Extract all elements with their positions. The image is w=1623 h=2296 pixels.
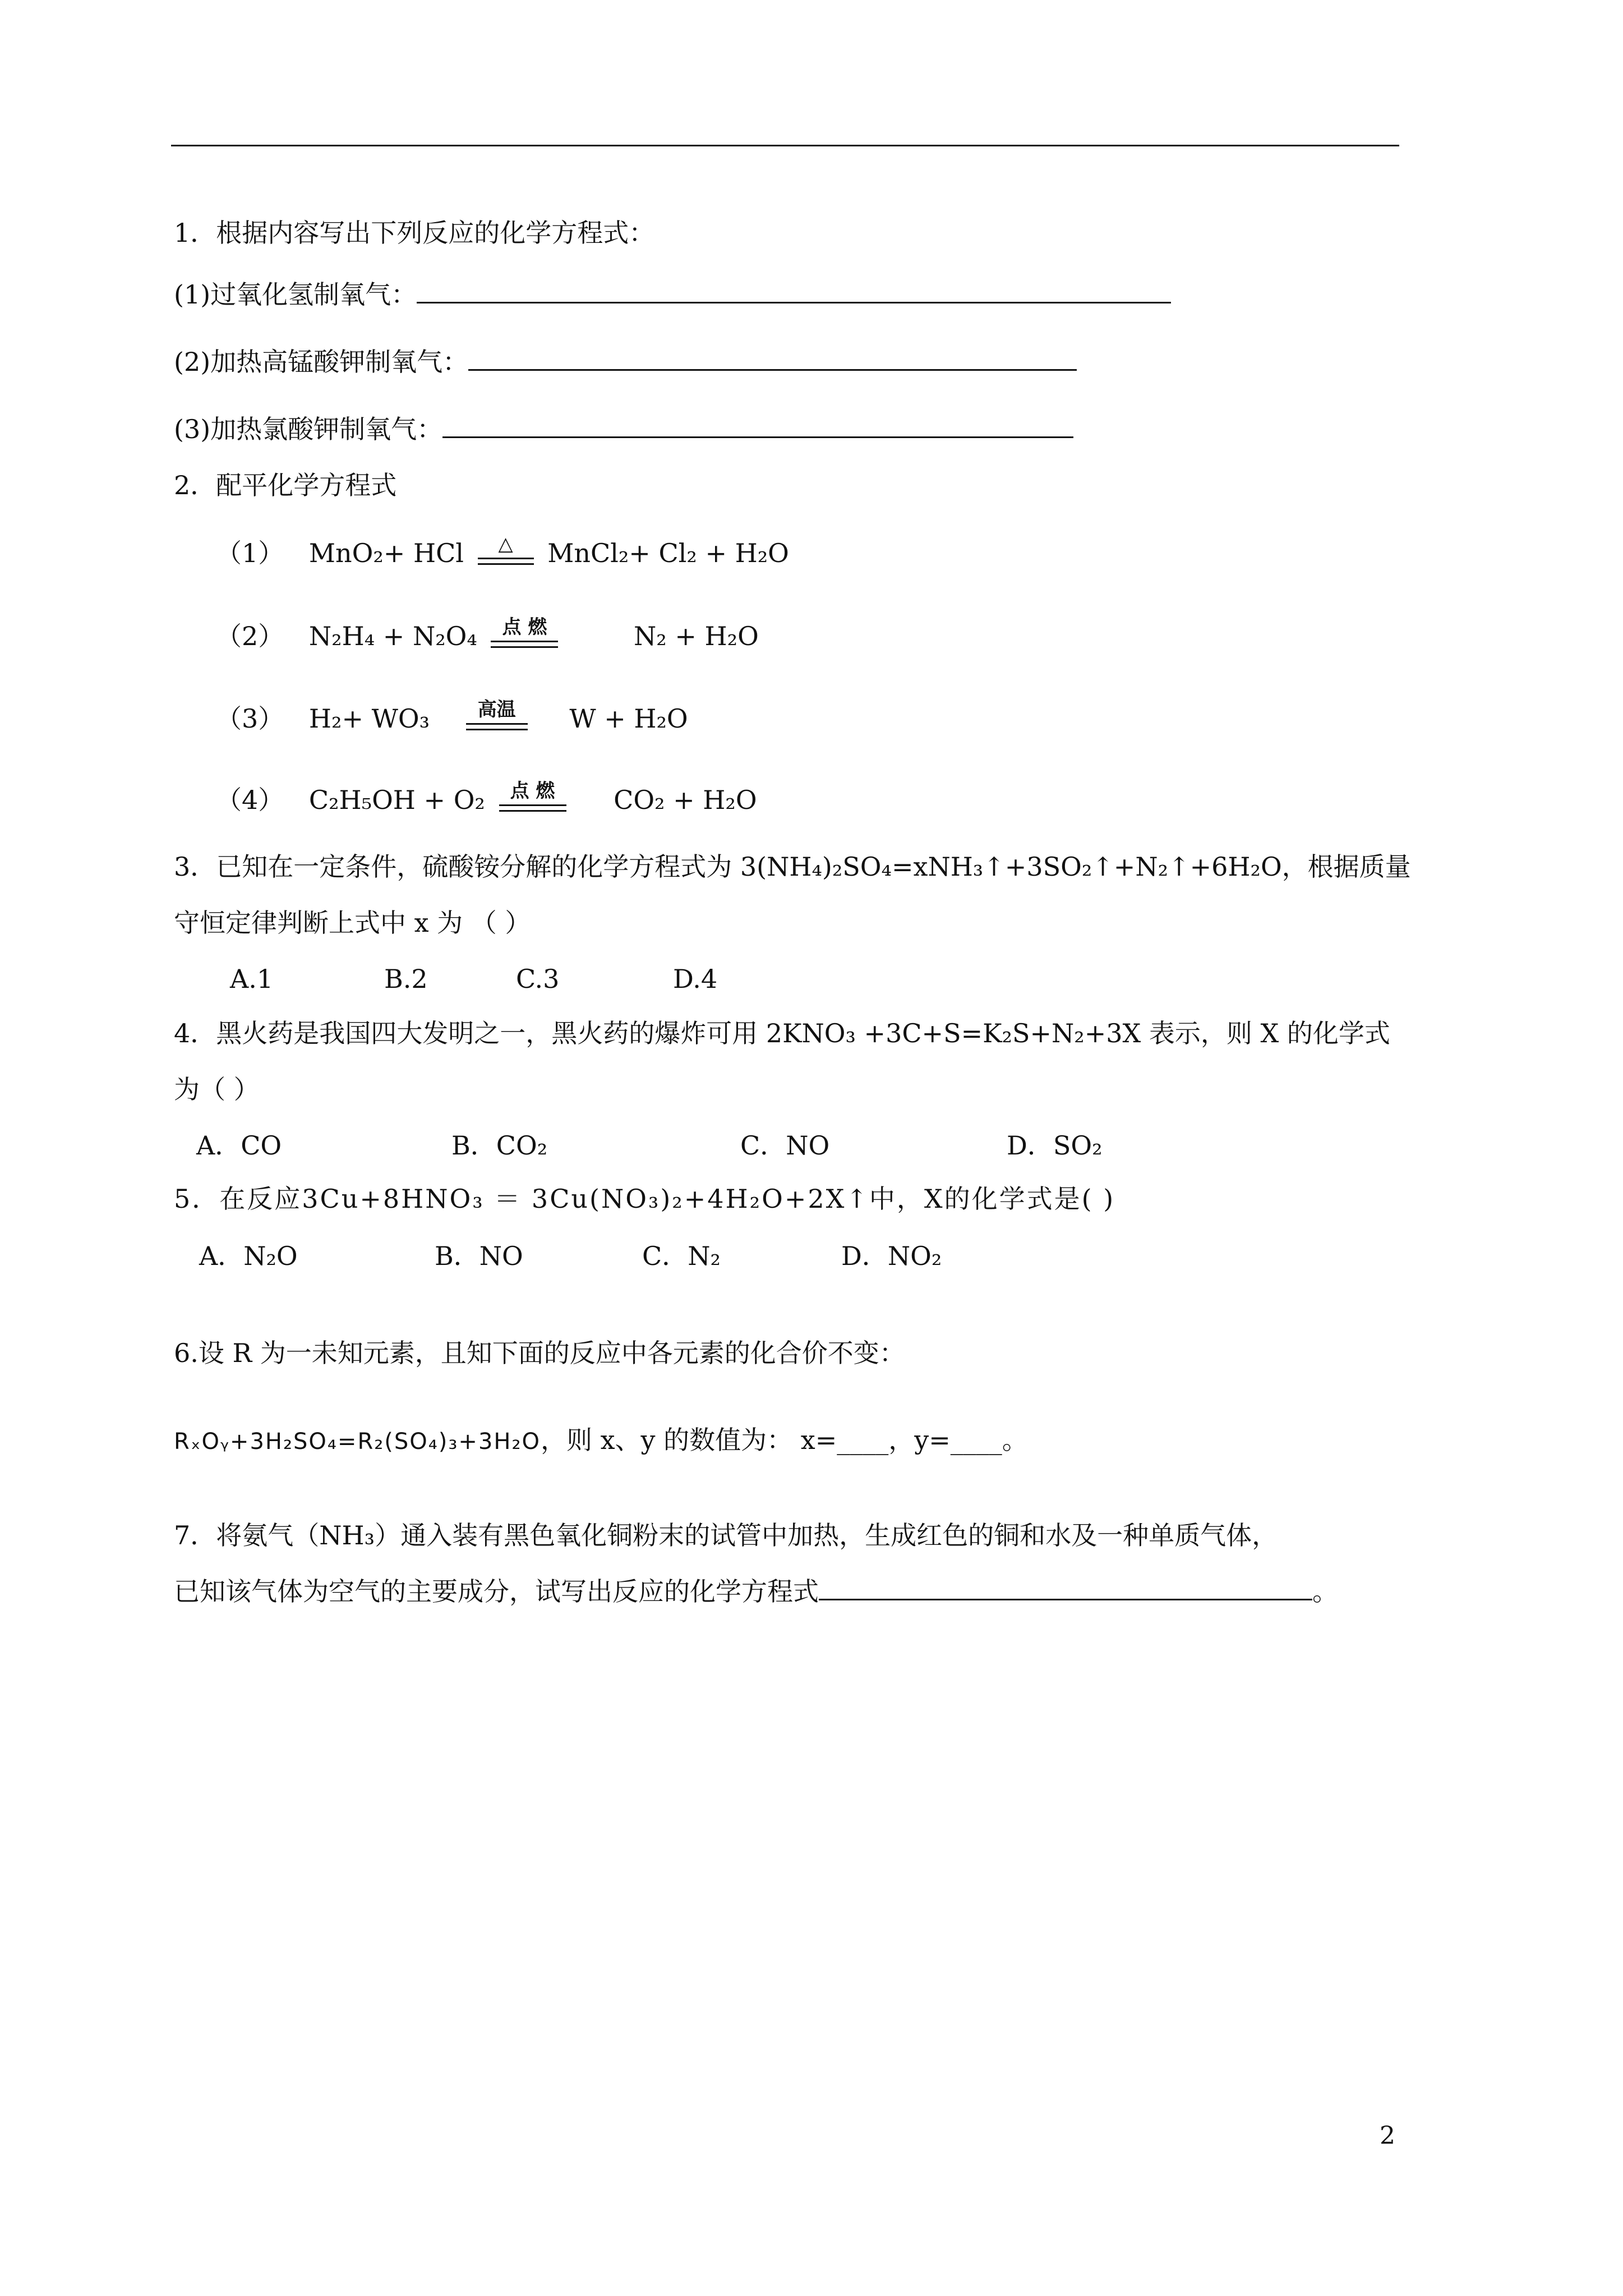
q3-line1: 3．已知在一定条件，硫酸铵分解的化学方程式为 3(NH₄)₂SO₄=xNH₃↑+3SO₂↑+N₂↑+6H₂O，根据质量 bbox=[174, 852, 1411, 882]
equation-label: （4） bbox=[216, 785, 284, 815]
q7-line2-text: 已知该气体为空气的主要成分，试写出反应的化学方程式 bbox=[174, 1576, 819, 1607]
condition-text: △ bbox=[498, 533, 513, 555]
page-number: 2 bbox=[1380, 2122, 1395, 2150]
q6-formula: RₓOᵧ+3H₂SO₄=R₂(SO₄)₃+3H₂O bbox=[174, 1429, 541, 1455]
equation-label: （1） bbox=[216, 538, 284, 568]
header-rule bbox=[171, 145, 1399, 146]
option-c[interactable]: C.3 bbox=[516, 964, 560, 994]
condition-text: 高温 bbox=[477, 698, 516, 721]
heat-condition bbox=[478, 533, 534, 578]
equation-products: CO₂ + H₂O bbox=[614, 785, 757, 815]
option-a[interactable]: A．N₂O bbox=[199, 1241, 298, 1271]
q5-options bbox=[199, 1241, 942, 1272]
q2-equation-4 bbox=[216, 780, 757, 825]
q1-item1 bbox=[174, 279, 1171, 310]
q7-line2 bbox=[174, 1576, 1338, 1607]
answer-blank[interactable] bbox=[468, 347, 1077, 371]
q7-end: 。 bbox=[1312, 1576, 1338, 1607]
option-c[interactable]: C．NO bbox=[740, 1130, 830, 1161]
q7-line1: 7．将氨气（NH₃）通入装有黑色氧化铜粉末的试管中加热，生成红色的铜和水及一种单质气体， bbox=[174, 1520, 1278, 1550]
q1-stem: 1．根据内容写出下列反应的化学方程式： bbox=[174, 218, 655, 248]
equation-reactants: N₂H₄ + N₂O₄ bbox=[308, 621, 477, 651]
equation-label: （2） bbox=[216, 621, 284, 651]
q1-item2 bbox=[174, 347, 1077, 378]
condition-text: 点 燃 bbox=[502, 616, 547, 638]
option-c[interactable]: C．N₂ bbox=[642, 1241, 721, 1271]
q4-line1: 4．黑火药是我国四大发明之一，黑火药的爆炸可用 2KNO₃ +3C+S=K₂S+N₂+3X 表示，则 X 的化学式 bbox=[174, 1018, 1390, 1048]
q2-equation-3 bbox=[216, 698, 688, 743]
equation-label: （3） bbox=[216, 703, 284, 734]
condition-text: 点 燃 bbox=[510, 780, 555, 802]
q2-stem: 2．配平化学方程式 bbox=[174, 470, 397, 500]
q4-line2: 为（ ） bbox=[174, 1074, 260, 1105]
option-d[interactable]: D.4 bbox=[673, 964, 718, 994]
option-d[interactable]: D．NO₂ bbox=[841, 1241, 942, 1271]
equation-reactants: C₂H₅OH + O₂ bbox=[308, 785, 485, 815]
q3-line2: 守恒定律判断上式中 x 为 （ ） bbox=[174, 908, 531, 938]
option-d[interactable]: D．SO₂ bbox=[1007, 1130, 1103, 1161]
answer-blank[interactable] bbox=[417, 279, 1171, 303]
option-b[interactable]: B．NO bbox=[435, 1241, 523, 1271]
equation-products: MnCl₂+ Cl₂ + H₂O bbox=[547, 538, 789, 568]
q2-equation-1 bbox=[216, 533, 789, 578]
option-a[interactable]: A．CO bbox=[196, 1130, 282, 1161]
q3-options bbox=[230, 964, 717, 995]
answer-blank[interactable] bbox=[819, 1576, 1312, 1600]
ignite-condition bbox=[491, 616, 558, 661]
q6-line2 bbox=[174, 1425, 1028, 1456]
q1-item1-text: (1)过氧化氢制氧气： bbox=[174, 279, 417, 310]
q1-item3-text: (3)加热氯酸钾制氧气： bbox=[174, 414, 443, 444]
q6-line1: 6.设 R 为一未知元素，且知下面的反应中各元素的化合价不变： bbox=[174, 1338, 905, 1368]
q1-item2-text: (2)加热高锰酸钾制氧气： bbox=[174, 347, 469, 377]
equation-products: N₂ + H₂O bbox=[634, 621, 759, 651]
ignite-condition bbox=[499, 780, 566, 825]
q6-tail: ，则 x、y 的数值为： x=____，y=____。 bbox=[540, 1425, 1028, 1455]
answer-blank[interactable] bbox=[442, 414, 1073, 438]
q2-equation-2 bbox=[216, 616, 759, 661]
option-b[interactable]: B.2 bbox=[384, 964, 428, 994]
option-b[interactable]: B．CO₂ bbox=[451, 1130, 548, 1161]
equation-products: W + H₂O bbox=[569, 703, 688, 734]
high-temp-condition bbox=[466, 698, 528, 743]
equation-reactants: H₂+ WO₃ bbox=[308, 703, 430, 734]
option-a[interactable]: A.1 bbox=[230, 964, 274, 994]
equation-reactants: MnO₂+ HCl bbox=[308, 538, 464, 568]
q5-line1: 5．在反应3Cu+8HNO₃ ＝ 3Cu(NO₃)₂+4H₂O+2X↑中，X的化学式是( ) bbox=[174, 1184, 1115, 1214]
q1-item3 bbox=[174, 414, 1073, 445]
q4-options bbox=[196, 1130, 1103, 1161]
